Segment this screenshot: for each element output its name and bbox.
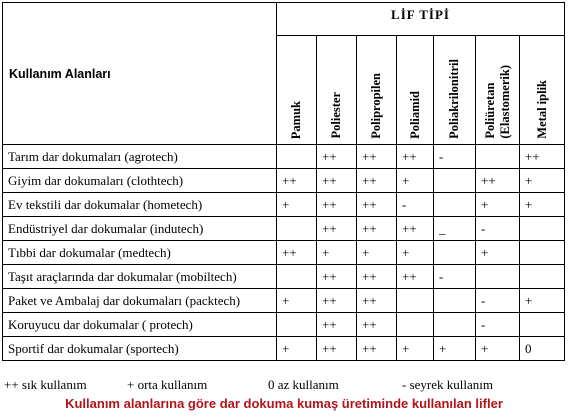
figure-caption: Kullanım alanlarına göre dar dokuma kumaş üretiminde kullanılan lifler [65, 396, 503, 411]
usage-level-cell [476, 265, 520, 289]
usage-level-cell: + [434, 337, 476, 361]
usage-area-cell: Sportif dar dokumalar (sportech) [3, 337, 277, 361]
usage-level-cell: + [476, 241, 520, 265]
usage-level-cell [434, 313, 476, 337]
usage-area-cell: Endüstriyel dar dokumalar (indutech) [3, 217, 277, 241]
usage-level-cell: ++ [357, 265, 397, 289]
usage-level-cell: ++ [317, 217, 357, 241]
usage-level-cell: + [397, 337, 434, 361]
table-row [3, 193, 565, 217]
usage-level-cell: 0 [520, 337, 565, 361]
usage-area-cell: Tarım dar dokumaları (agrotech) [3, 145, 277, 169]
usage-level-cell: - [397, 193, 434, 217]
usage-level-cell: ++ [277, 241, 317, 265]
usage-level-cell: + [520, 289, 565, 313]
usage-level-cell [520, 313, 565, 337]
usage-level-cell: ++ [317, 265, 357, 289]
usage-level-cell: + [357, 241, 397, 265]
usage-level-cell: ++ [317, 337, 357, 361]
usage-level-cell: ++ [317, 193, 357, 217]
fiber-type-group-header: LİF TİPİ [277, 3, 565, 36]
usage-level-cell: ++ [520, 145, 565, 169]
fiber-usage-table [2, 2, 565, 361]
usage-level-cell: ++ [357, 193, 397, 217]
usage-level-cell [397, 289, 434, 313]
usage-level-cell: ++ [397, 145, 434, 169]
usage-level-cell: ++ [277, 169, 317, 193]
legend-item: - seyrek kullanım [402, 377, 493, 392]
usage-level-cell: - [434, 265, 476, 289]
table-row [3, 169, 565, 193]
table-row [3, 145, 565, 169]
usage-level-cell [434, 169, 476, 193]
legend-item: 0 az kullanım [268, 377, 339, 392]
usage-level-cell: - [476, 217, 520, 241]
fiber-column-header: Poliakrilonitril [434, 36, 476, 145]
usage-level-cell: + [277, 337, 317, 361]
usage-area-cell: Ev tekstili dar dokumalar (hometech) [3, 193, 277, 217]
legend-item: ++ sık kullanım [4, 377, 87, 392]
usage-level-cell: ++ [357, 145, 397, 169]
usage-level-cell [277, 145, 317, 169]
usage-level-cell: + [397, 169, 434, 193]
usage-area-cell: Tıbbi dar dokumalar (medtech) [3, 241, 277, 265]
usage-level-cell: + [317, 241, 357, 265]
table-row [3, 265, 565, 289]
usage-level-cell [520, 217, 565, 241]
usage-level-cell: + [476, 337, 520, 361]
usage-level-cell [397, 313, 434, 337]
legend-item: + orta kullanım [127, 377, 208, 392]
usage-level-cell: ++ [397, 265, 434, 289]
usage-level-cell: - [434, 145, 476, 169]
table-row [3, 289, 565, 313]
usage-level-cell [520, 241, 565, 265]
usage-level-cell: ++ [317, 169, 357, 193]
fiber-column-header: Metal iplik [520, 36, 565, 145]
usage-level-cell [434, 241, 476, 265]
usage-level-cell [277, 217, 317, 241]
table-row [3, 241, 565, 265]
usage-level-cell: ++ [357, 337, 397, 361]
usage-area-cell: Giyim dar dokumaları (clothtech) [3, 169, 277, 193]
usage-level-cell [434, 289, 476, 313]
usage-area-cell: Taşıt araçlarında dar dokumalar (mobiltech) [3, 265, 277, 289]
usage-level-cell: ++ [317, 289, 357, 313]
usage-level-cell: ++ [317, 313, 357, 337]
usage-area-cell: Paket ve Ambalaj dar dokumaları (packtech) [3, 289, 277, 313]
usage-level-cell: + [277, 193, 317, 217]
usage-level-cell [434, 193, 476, 217]
usage-level-cell: ++ [357, 169, 397, 193]
usage-level-cell: ++ [357, 217, 397, 241]
usage-area-cell: Koruyucu dar dokumalar ( protech) [3, 313, 277, 337]
fiber-column-header: Polipropilen [357, 36, 397, 145]
usage-level-cell: ++ [357, 313, 397, 337]
usage-level-cell: ++ [317, 145, 357, 169]
fiber-column-header: Poliüretan (Elastomerik) [476, 36, 520, 145]
usage-level-cell [277, 313, 317, 337]
usage-level-cell: + [520, 169, 565, 193]
table-row [3, 217, 565, 241]
usage-level-cell: - [476, 313, 520, 337]
table-row [3, 337, 565, 361]
usage-level-cell: ++ [397, 217, 434, 241]
fiber-column-header: Pamuk [277, 36, 317, 145]
fiber-column-header: Poliamid [397, 36, 434, 145]
usage-level-cell: + [397, 241, 434, 265]
usage-level-cell: + [520, 193, 565, 217]
usage-level-cell [520, 265, 565, 289]
fiber-column-header: Poliester [317, 36, 357, 145]
usage-level-cell: + [277, 289, 317, 313]
usage-level-cell: + [476, 193, 520, 217]
area-column-header: Kullanım Alanları [3, 3, 277, 145]
usage-level-cell [476, 145, 520, 169]
usage-level-cell: ++ [357, 289, 397, 313]
usage-level-cell [277, 265, 317, 289]
usage-level-cell: ++ [476, 169, 520, 193]
usage-level-cell: _ [434, 217, 476, 241]
table-row [3, 313, 565, 337]
usage-level-cell: - [476, 289, 520, 313]
